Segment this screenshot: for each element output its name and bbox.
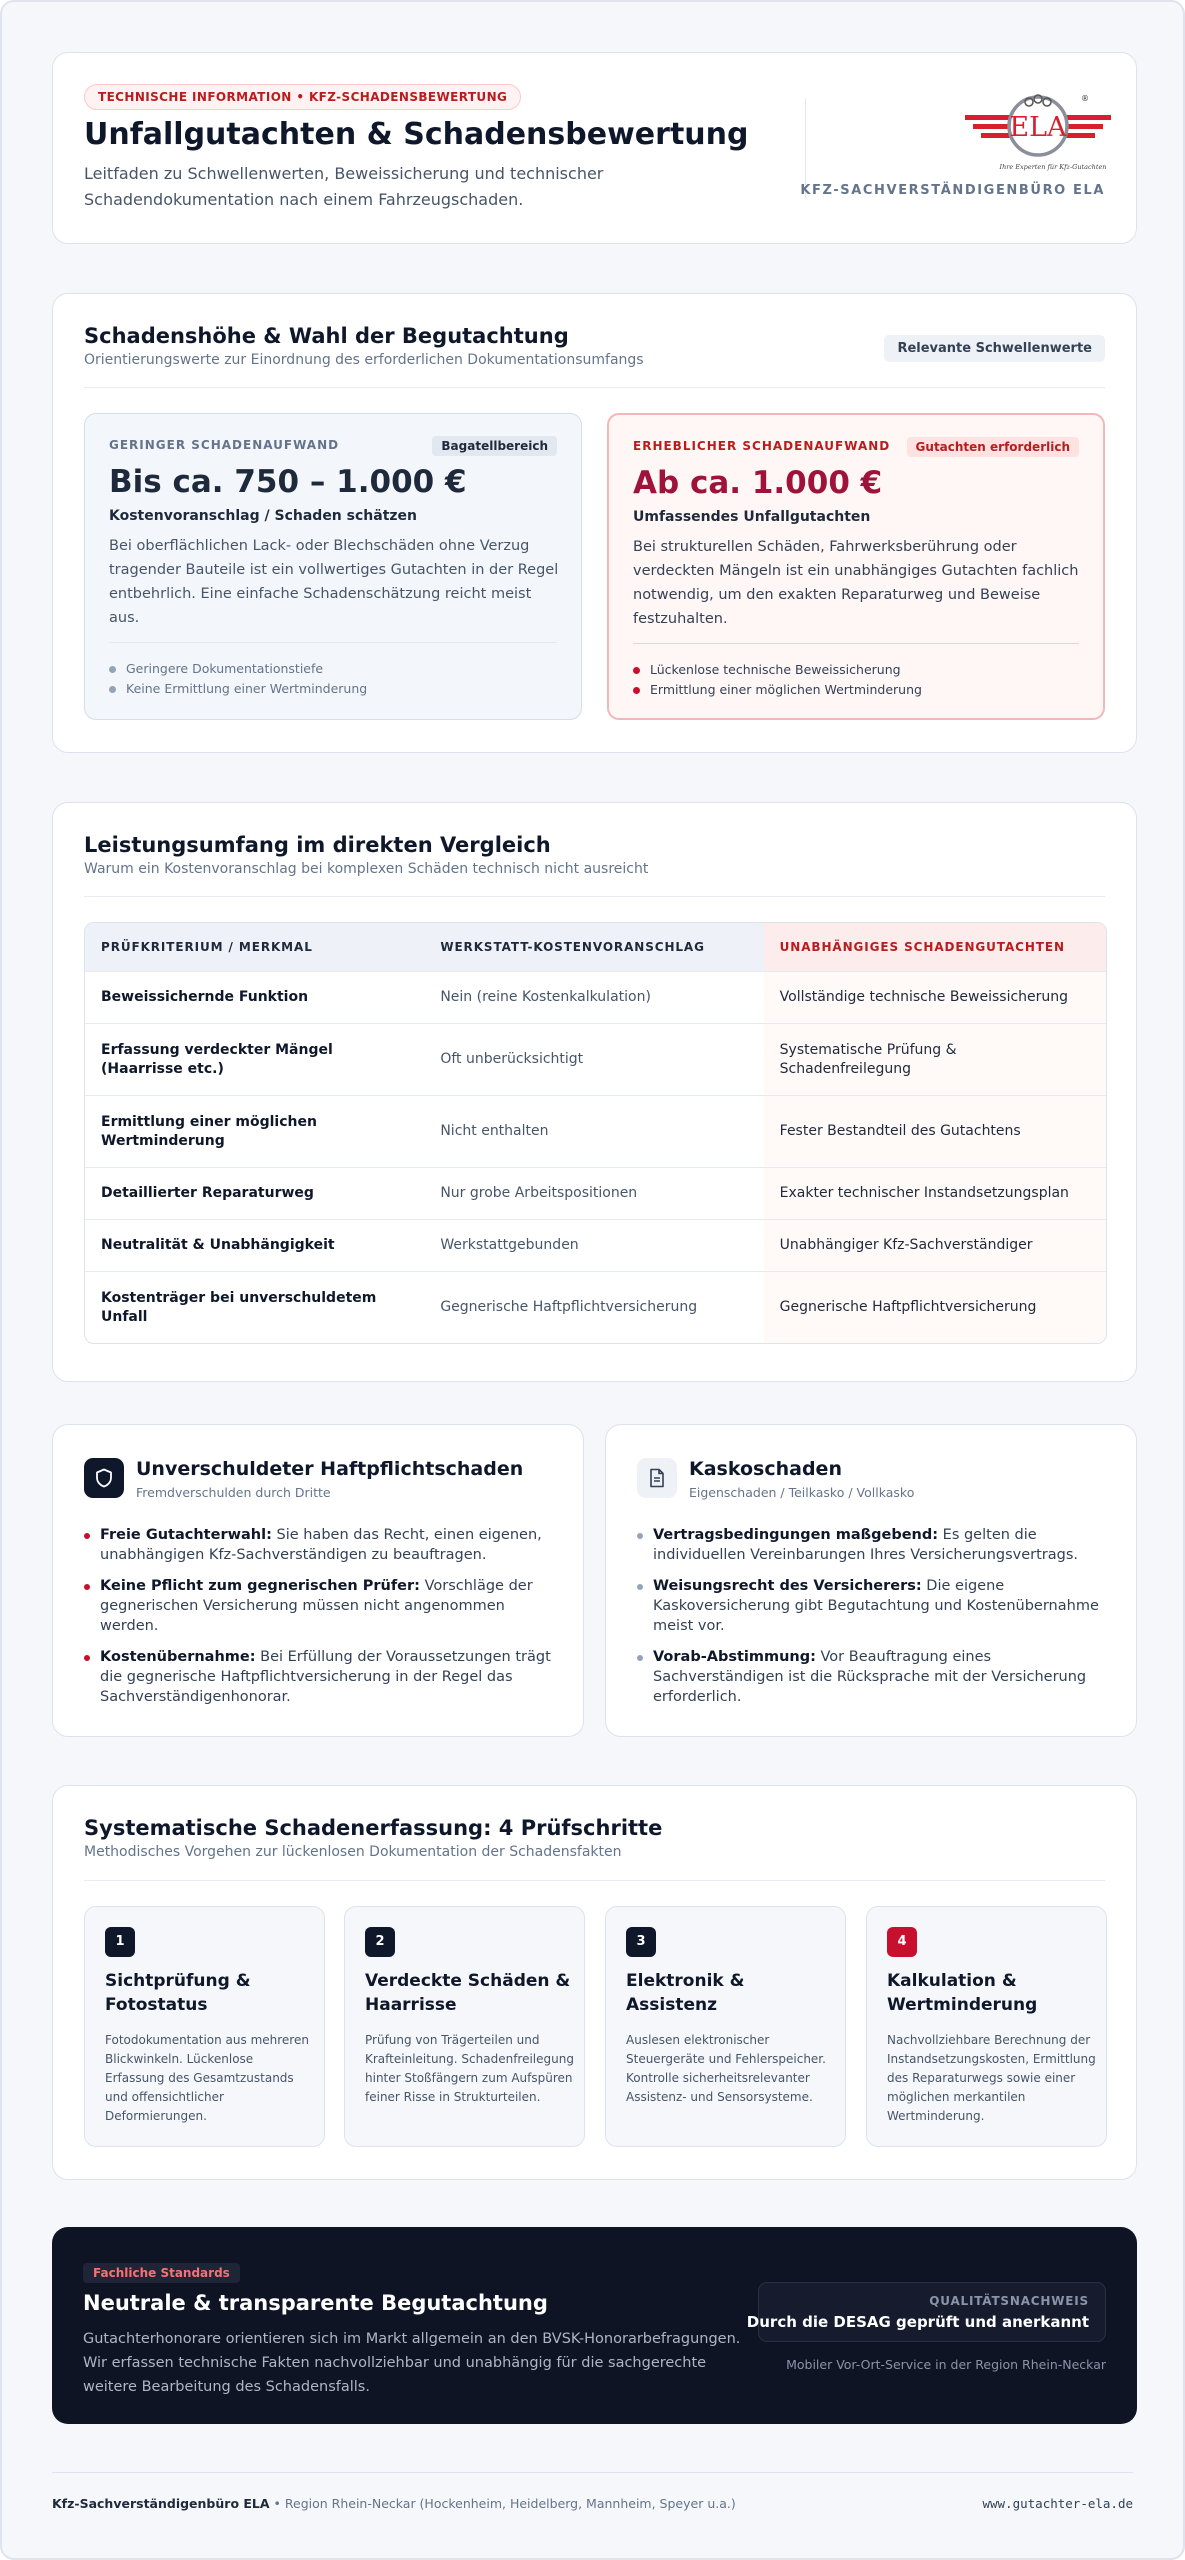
section-title: Schadenshöhe & Wahl der Begutachtung	[84, 324, 569, 348]
card-badge: Bagatellbereich	[432, 436, 557, 456]
card-description: Bei oberflächlichen Lack- oder Blechschäden ohne Verzug tragender Bauteile ist ein vollwertiges Gutachten in der Regel entbehrlich. Eine einfache Schadenschätzung reicht meist aus.	[109, 538, 559, 626]
list-item	[637, 1525, 1107, 1565]
table-row	[85, 1219, 1106, 1271]
list-item	[84, 1576, 554, 1636]
page-title: Unfallgutachten & Schadensbewertung	[84, 117, 749, 152]
banner-text: Gutachterhonorare orientieren sich im Markt allgemein an den BVSK-Honorarbefragungen. Wir erfassen technische Fakten nachvollziehbar und unabhängig für die sachgerechte weitere Bearbeitung des Schadensfalls.	[83, 2331, 741, 2395]
item-text: Vor Beauftragung eines Sachverständigen ist die Rücksprache mit der Versicherung erforderlich.	[653, 1649, 1087, 1705]
step-card	[84, 1906, 325, 2147]
item-text: Die eigene Kaskoversicherung gibt Begutachtung und Kostenübernahme meist vor.	[653, 1578, 1099, 1634]
step-number: 4	[887, 1927, 917, 1957]
step-number: 1	[105, 1927, 135, 1957]
shield-icon	[84, 1458, 124, 1498]
table-row	[85, 1167, 1106, 1219]
item-heading: Weisungsrecht des Versicherers:	[653, 1578, 922, 1594]
section-subtitle: Orientierungswerte zur Einordnung des erforderlichen Dokumentationsumfangs	[84, 352, 644, 368]
list-item	[637, 1576, 1107, 1636]
card-points	[84, 1525, 554, 1718]
table-cell: Fester Bestandteil des Gutachtens	[764, 1096, 1106, 1167]
table-cell: Neutralität & Unabhängigkeit	[101, 1237, 335, 1253]
assessment-type: Umfassendes Unfallgutachten	[633, 509, 871, 525]
card-subtitle: Eigenschaden / Teilkasko / Vollkasko	[689, 1485, 915, 1500]
step-description: Prüfung von Trägerteilen und Krafteinleitung. Schadenfreilegung hinter Stoßfängern zum Aufspüren feiner Risse in Strukturteilen.	[365, 2033, 574, 2104]
card-points	[637, 1525, 1107, 1718]
comparison-table	[84, 922, 1107, 1344]
section-subtitle: Methodisches Vorgehen zur lückenlosen Dokumentation der Schadensfakten	[84, 1844, 622, 1860]
threshold-badge: Relevante Schwellenwerte	[884, 335, 1105, 362]
step-description: Nachvollziehbare Berechnung der Instandsetzungskosten, Ermittlung des Reparaturwegs sowie einer möglichen merkantilen Wertminderung.	[887, 2033, 1096, 2123]
liability-card	[52, 1424, 584, 1737]
step-card	[605, 1906, 846, 2147]
list-item: Lückenlose technische Beweissicherung	[633, 660, 922, 680]
table-cell: Gegnerische Haftpflichtversicherung	[440, 1299, 698, 1315]
table-cell: Werkstattgebunden	[440, 1237, 579, 1253]
table-row	[85, 971, 1106, 1023]
company-logo	[963, 91, 1113, 173]
step-card	[344, 1906, 585, 2147]
column-header: WERKSTATT-KOSTENVORANSCHLAG	[440, 939, 705, 954]
table-cell: Ermittlung einer möglichen Wertminderung	[101, 1113, 317, 1149]
banner-title: Neutrale & transparente Begutachtung	[83, 2291, 548, 2315]
card-title: Kaskoschaden	[689, 1458, 842, 1480]
standards-banner	[52, 2227, 1137, 2424]
list-item: Geringere Dokumentationstiefe	[109, 659, 367, 679]
footer-region: • Region Rhein-Neckar (Hockenheim, Heidelberg, Mannheim, Speyer u.a.)	[269, 2496, 736, 2511]
step-number: 2	[365, 1927, 395, 1957]
card-label: GERINGER SCHADENAUFWAND	[109, 438, 340, 452]
footer-company: Kfz-Sachverständigenbüro ELA	[52, 2496, 270, 2511]
page-subtitle: Leitfaden zu Schwellenwerten, Beweissicherung und technischer Schadendokumentation nach einem Fahrzeugschaden.	[84, 164, 604, 209]
step-title: Sichtprüfung & Fotostatus	[105, 1971, 251, 2015]
section-divider	[84, 896, 1105, 897]
step-title: Elektronik & Assistenz	[626, 1971, 745, 2015]
card-divider	[633, 643, 1079, 644]
table-cell: Detaillierter Reparaturweg	[101, 1185, 314, 1201]
section-title: Leistungsumfang im direkten Vergleich	[84, 833, 551, 857]
step-description: Auslesen elektronischer Steuergeräte und Fehlerspeicher. Kontrolle sicherheitsrelevanter Assistenz- und Sensorsysteme.	[626, 2033, 826, 2104]
step-description: Fotodokumentation aus mehreren Blickwinkeln. Lückenlose Erfassung des Gesamtzustands und offensichtlicher Deformierungen.	[105, 2033, 309, 2123]
item-heading: Vorab-Abstimmung:	[653, 1649, 816, 1665]
casco-card	[605, 1424, 1137, 1737]
table-cell: Nur grobe Arbeitspositionen	[440, 1185, 638, 1201]
high-damage-card	[607, 413, 1105, 720]
table-cell: Beweissichernde Funktion	[101, 989, 309, 1005]
header-card	[52, 52, 1137, 244]
step-number: 3	[626, 1927, 656, 1957]
item-text: Sie haben das Recht, einen eigenen, unabhängigen Kfz-Sachverständigen zu beauftragen.	[100, 1527, 542, 1563]
item-text: Bei Erfüllung der Voraussetzungen trägt die gegnerische Haftpflichtversicherung in der Regel das Sachverständigenhonorar.	[100, 1649, 551, 1705]
card-title: Unverschuldeter Haftpflichtschaden	[136, 1458, 524, 1480]
card-badge: Gutachten erforderlich	[907, 437, 1079, 457]
document-icon	[637, 1458, 677, 1498]
item-heading: Keine Pflicht zum gegnerischen Prüfer:	[100, 1578, 420, 1594]
table-cell: Systematische Prüfung & Schadenfreilegung	[764, 1024, 1106, 1095]
service-note: Mobiler Vor-Ort-Service in der Region Rhein-Neckar	[786, 2357, 1106, 2372]
table-cell: Exakter technischer Instandsetzungsplan	[764, 1168, 1106, 1219]
quality-box	[746, 2282, 1106, 2342]
table-cell: Kostenträger bei unverschuldetem Unfall	[101, 1289, 377, 1325]
table-row	[85, 1271, 1106, 1343]
low-damage-card	[84, 413, 582, 720]
item-heading: Kostenübernahme:	[100, 1649, 256, 1665]
column-header: UNABHÄNGIGES SCHADENGUTACHTEN	[764, 923, 1106, 971]
quality-value: Durch die DESAG geprüft und anerkannt	[746, 2313, 1089, 2331]
table-cell: Unabhängiger Kfz-Sachverständiger	[764, 1220, 1106, 1271]
threshold-amount: Bis ca. 750 – 1.000 €	[109, 464, 467, 500]
section-divider	[84, 387, 1105, 388]
table-cell: Nein (reine Kostenkalkulation)	[440, 989, 651, 1005]
damage-section	[52, 293, 1137, 753]
list-item	[84, 1525, 554, 1565]
svg-text:®: ®	[1081, 94, 1089, 103]
card-label: ERHEBLICHER SCHADENAUFWAND	[633, 439, 891, 453]
list-item	[84, 1647, 554, 1707]
card-points	[109, 659, 367, 699]
brand-name: KFZ-SACHVERSTÄNDIGENBÜRO ELA	[800, 183, 1105, 198]
table-row	[85, 1023, 1106, 1095]
quality-label: QUALITÄTSNACHWEIS	[929, 2294, 1089, 2308]
assessment-type: Kostenvoranschlag / Schaden schätzen	[109, 508, 417, 524]
footer-info	[52, 2496, 736, 2511]
step-title: Kalkulation & Wertminderung	[887, 1971, 1038, 2015]
list-item: Keine Ermittlung einer Wertminderung	[109, 679, 367, 699]
section-divider	[84, 1880, 1105, 1881]
step-card	[866, 1906, 1107, 2147]
table-row	[85, 1095, 1106, 1167]
footer-divider	[52, 2472, 1133, 2473]
item-heading: Vertragsbedingungen maßgebend:	[653, 1527, 939, 1543]
step-title: Verdeckte Schäden & Haarrisse	[365, 1971, 571, 2015]
section-subtitle: Warum ein Kostenvoranschlag bei komplexen Schäden technisch nicht ausreicht	[84, 861, 649, 877]
table-cell: Vollständige technische Beweissicherung	[764, 972, 1106, 1023]
banner-tag: Fachliche Standards	[83, 2263, 240, 2283]
website-link[interactable]: www.gutachter-ela.de	[982, 2496, 1133, 2511]
card-points	[633, 660, 922, 700]
card-description: Bei strukturellen Schäden, Fahrwerksberührung oder verdeckten Mängeln ist ein unabhängiges Gutachten fachlich notwendig, um den exakten Reparaturweg und Beweise festzuhalten.	[633, 539, 1079, 627]
table-cell: Gegnerische Haftpflichtversicherung	[764, 1272, 1106, 1343]
item-text: Vorschläge der gegnerischen Versicherung müssen nicht angenommen werden.	[100, 1578, 533, 1634]
table-cell: Oft unberücksichtigt	[440, 1051, 584, 1067]
list-item: Ermittlung einer möglichen Wertminderung	[633, 680, 922, 700]
item-heading: Freie Gutachterwahl:	[100, 1527, 272, 1543]
threshold-amount: Ab ca. 1.000 €	[633, 465, 883, 501]
steps-section	[52, 1785, 1137, 2180]
item-text: Es gelten die individuellen Vereinbarungen Ihres Versicherungsvertrags.	[653, 1527, 1079, 1563]
card-subtitle: Fremdverschulden durch Dritte	[136, 1485, 331, 1500]
category-tag: TECHNISCHE INFORMATION • KFZ-SCHADENSBEWERTUNG	[84, 84, 521, 110]
table-header	[85, 923, 1106, 971]
logo-tagline: Ihre Experten für Kfz-Gutachten	[999, 163, 1107, 171]
column-header: PRÜFKRITERIUM / MERKMAL	[101, 939, 313, 954]
section-title: Systematische Schadenerfassung: 4 Prüfschritte	[84, 1816, 663, 1840]
table-cell: Nicht enthalten	[440, 1123, 549, 1139]
comparison-section	[52, 802, 1137, 1382]
logo-text: ELA	[1009, 112, 1067, 143]
list-item	[637, 1647, 1107, 1707]
card-divider	[109, 642, 557, 643]
table-cell: Erfassung verdeckter Mängel (Haarrisse etc.)	[101, 1041, 333, 1077]
